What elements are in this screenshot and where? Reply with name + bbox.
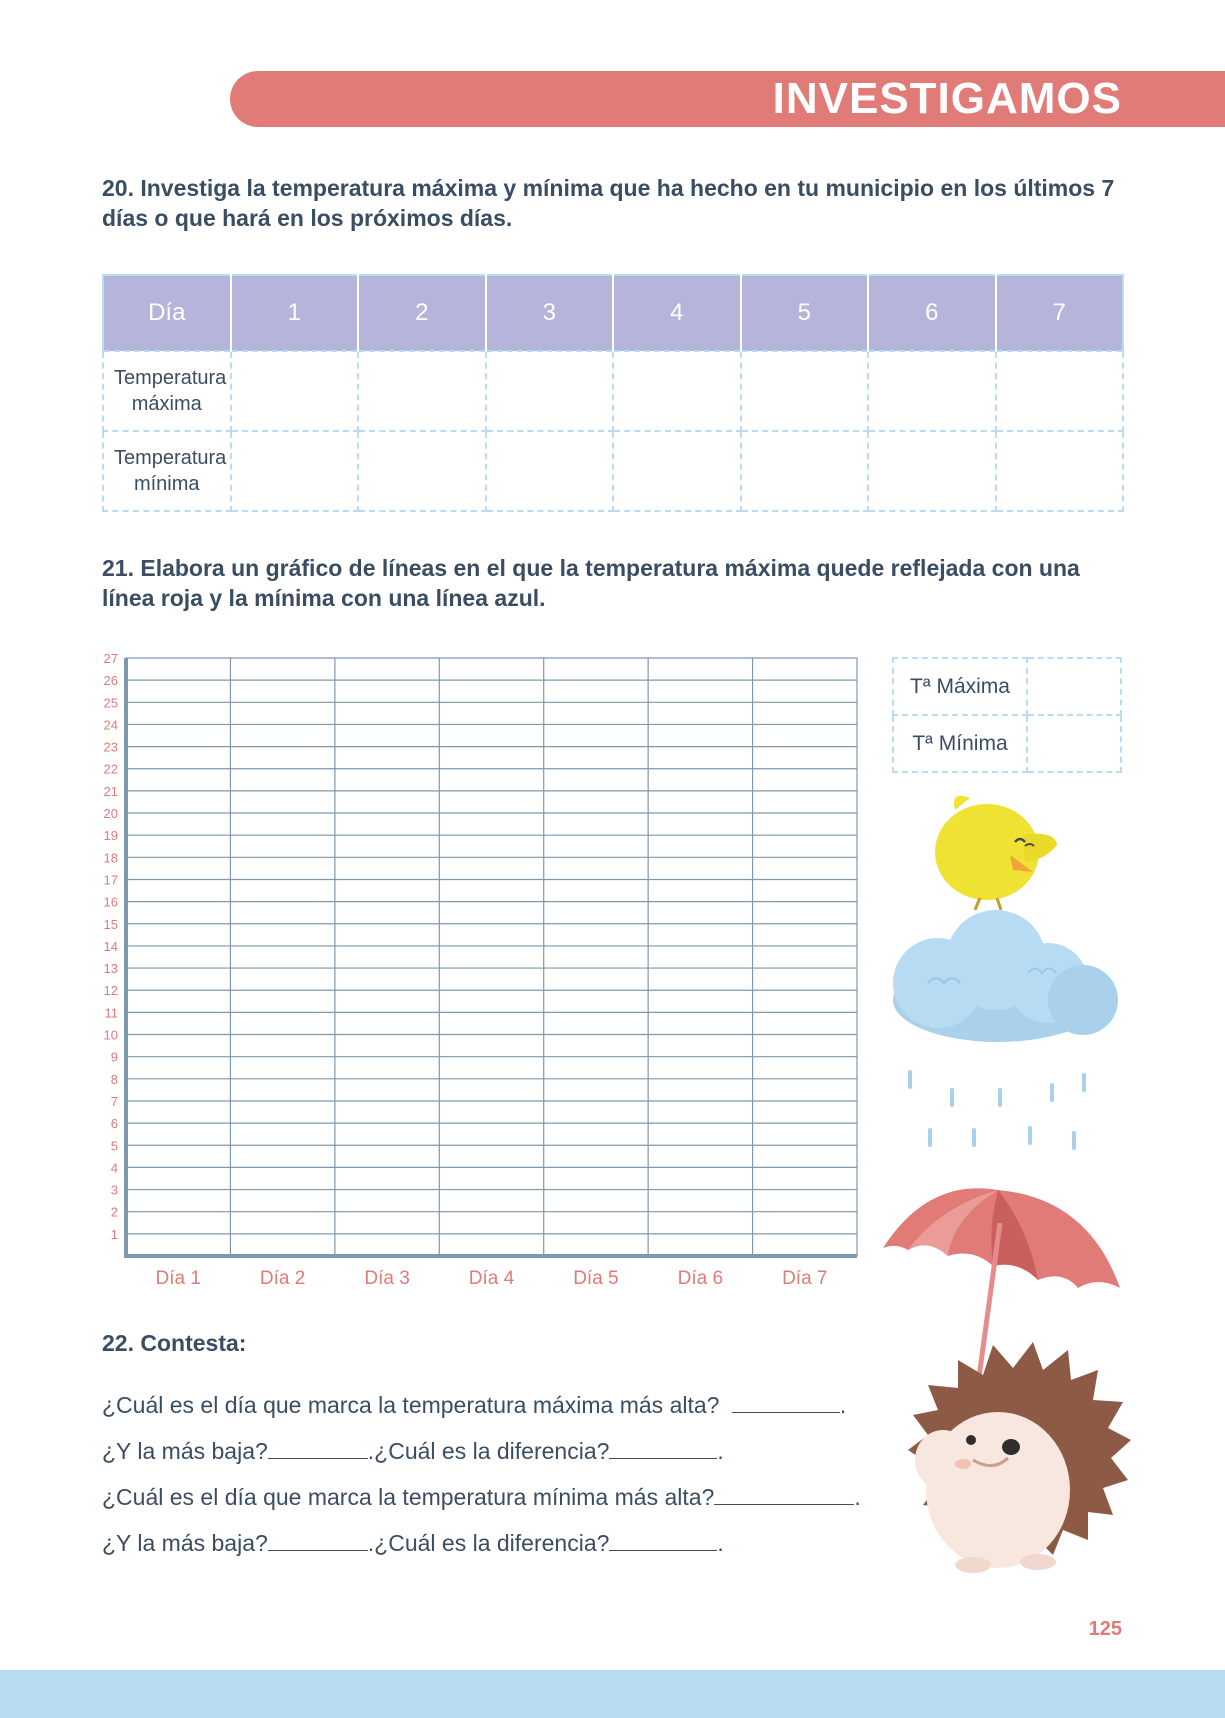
x-category-label: Día 2 xyxy=(259,1268,306,1289)
input-cell[interactable] xyxy=(231,431,359,511)
input-cell[interactable] xyxy=(613,351,741,431)
y-tick-label: 1 xyxy=(110,1226,118,1242)
input-cell[interactable] xyxy=(486,431,614,511)
y-tick-label: 18 xyxy=(103,850,118,866)
question-text: ¿Cuál es el día que marca la temperatura mínima más alta? xyxy=(102,1484,715,1510)
input-cell[interactable] xyxy=(741,351,869,431)
answer-blank[interactable] xyxy=(714,1482,854,1505)
y-tick-label: 16 xyxy=(103,894,118,910)
y-tick-label: 22 xyxy=(103,761,118,777)
y-tick-label: 20 xyxy=(103,806,118,822)
header-cell: 6 xyxy=(868,275,996,351)
legend-min-label: Tª Mínima xyxy=(893,715,1027,772)
header-cell-day: Día xyxy=(103,275,231,351)
row-label-max: Temperatura máxima xyxy=(103,351,231,431)
header-cell: 4 xyxy=(613,275,741,351)
y-tick-label: 7 xyxy=(110,1093,118,1109)
period: . xyxy=(367,1530,375,1556)
question-text: ¿Y la más baja? xyxy=(102,1530,268,1556)
legend-min-swatch[interactable] xyxy=(1027,715,1121,772)
question-text: ¿Y la más baja? xyxy=(102,1438,268,1464)
table-header-row xyxy=(103,275,1123,351)
legend-table xyxy=(892,657,1122,773)
y-tick-label: 15 xyxy=(103,916,118,932)
y-tick-label: 24 xyxy=(103,717,118,733)
input-cell[interactable] xyxy=(996,351,1124,431)
question-21: 21. Elabora un gráfico de líneas en el que la temperatura máxima quede reflejada con una línea roja y la mínima con una línea azul. xyxy=(102,555,1080,611)
y-tick-label: 6 xyxy=(110,1116,118,1132)
period: . xyxy=(367,1438,375,1464)
y-tick-label: 25 xyxy=(103,695,118,711)
period: . xyxy=(717,1530,724,1556)
input-cell[interactable] xyxy=(358,431,486,511)
input-cell[interactable] xyxy=(231,351,359,431)
input-cell[interactable] xyxy=(486,351,614,431)
x-category-label: Día 6 xyxy=(677,1268,724,1289)
page-number: 125 xyxy=(1088,1618,1122,1640)
y-tick-label: 19 xyxy=(103,828,118,844)
x-category-label: Día 7 xyxy=(782,1268,828,1289)
y-tick-label: 14 xyxy=(103,938,118,954)
answer-blank[interactable] xyxy=(732,1390,840,1413)
question-text: ¿Cuál es el día que marca la temperatura máxima más alta? xyxy=(102,1392,720,1418)
legend-max-label: Tª Máxima xyxy=(893,658,1027,715)
question-22-title: 22. Contesta: xyxy=(102,1330,247,1356)
header-cell: 2 xyxy=(358,275,486,351)
y-tick-label: 21 xyxy=(103,783,118,799)
input-cell[interactable] xyxy=(868,351,996,431)
y-tick-label: 3 xyxy=(110,1182,118,1198)
answer-line-2 xyxy=(102,1436,724,1465)
x-category-label: Día 1 xyxy=(155,1268,201,1289)
question-text: ¿Cuál es la diferencia? xyxy=(374,1438,610,1464)
answer-line-4 xyxy=(102,1528,724,1557)
temperature-table xyxy=(102,274,1124,512)
y-tick-label: 17 xyxy=(103,872,118,888)
answer-blank[interactable] xyxy=(268,1436,368,1459)
x-category-label: Día 3 xyxy=(364,1268,410,1289)
y-tick-label: 9 xyxy=(110,1049,118,1065)
table-row-min xyxy=(103,431,1123,511)
question-text: ¿Cuál es la diferencia? xyxy=(374,1530,610,1556)
answer-line-3 xyxy=(102,1482,861,1511)
rain-cloud-icon xyxy=(878,905,1123,1155)
y-tick-label: 27 xyxy=(103,651,118,666)
answer-line-1 xyxy=(102,1390,846,1419)
y-tick-label: 5 xyxy=(110,1138,118,1154)
y-tick-label: 26 xyxy=(103,673,118,689)
x-category-label: Día 5 xyxy=(573,1268,619,1289)
chick-icon xyxy=(925,790,1065,915)
x-category-label: Día 4 xyxy=(468,1268,515,1289)
period: . xyxy=(854,1484,861,1510)
y-tick-label: 13 xyxy=(103,961,118,977)
answer-blank[interactable] xyxy=(609,1436,717,1459)
header-cell: 5 xyxy=(741,275,869,351)
input-cell[interactable] xyxy=(996,431,1124,511)
input-cell[interactable] xyxy=(741,431,869,511)
input-cell[interactable] xyxy=(868,431,996,511)
period: . xyxy=(717,1438,724,1464)
answer-blank[interactable] xyxy=(268,1528,368,1551)
hedgehog-icon xyxy=(903,1340,1133,1575)
period: . xyxy=(839,1392,847,1418)
input-cell[interactable] xyxy=(613,431,741,511)
y-tick-label: 12 xyxy=(103,983,118,999)
row-label-min: Temperatura mínima xyxy=(103,431,231,511)
section-title: INVESTIGAMOS xyxy=(772,74,1122,123)
section-banner xyxy=(230,71,1225,127)
footer-band xyxy=(0,1670,1225,1718)
y-tick-label: 10 xyxy=(103,1027,118,1043)
input-cell[interactable] xyxy=(358,351,486,431)
y-tick-label: 8 xyxy=(110,1071,118,1087)
y-tick-label: 11 xyxy=(104,1005,118,1021)
y-tick-label: 23 xyxy=(103,739,118,755)
table-row-max xyxy=(103,351,1123,431)
header-cell: 7 xyxy=(996,275,1124,351)
line-chart-grid[interactable] xyxy=(85,646,865,1296)
header-cell: 3 xyxy=(486,275,614,351)
legend-max-swatch[interactable] xyxy=(1027,658,1121,715)
question-20: 20. Investiga la temperatura máxima y mínima que ha hecho en tu municipio en los últimos 7 días o que hará en los próximos días. xyxy=(102,175,1115,231)
y-tick-label: 4 xyxy=(110,1160,118,1176)
header-cell: 1 xyxy=(231,275,359,351)
answer-blank[interactable] xyxy=(609,1528,717,1551)
y-tick-label: 2 xyxy=(110,1204,118,1220)
